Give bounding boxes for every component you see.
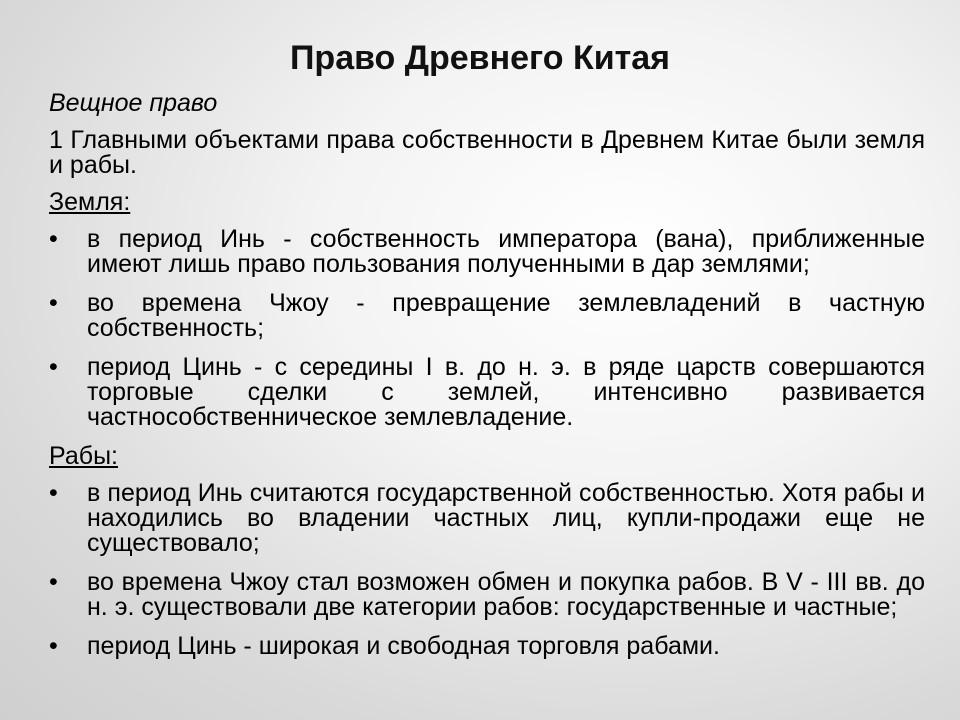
slaves-bullet-item bbox=[49, 481, 925, 556]
land-bullet-item bbox=[49, 355, 925, 430]
bullet-marker: • bbox=[49, 353, 58, 381]
land-bullet-text: во времена Чжоу - превращение землевладений в частную собственность; bbox=[87, 289, 925, 342]
bullet-marker: • bbox=[49, 632, 58, 660]
bullet-marker: • bbox=[49, 479, 58, 507]
slaves-bullet-text: в период Инь считаются государственной собственностью. Хотя рабы и находились во владении частных лиц, купли-продажи еще не существовало; bbox=[87, 479, 925, 557]
slaves-bullet-text: период Цинь - широкая и свободная торговля рабами. bbox=[87, 632, 720, 660]
slaves-bullet-text: во времена Чжоу стал возможен обмен и покупка рабов. В V - III вв. до н. э. существовали две категории рабов: государственные и частные; bbox=[87, 568, 925, 621]
slide-content bbox=[49, 91, 925, 659]
slaves-bullet-item bbox=[49, 634, 925, 659]
bullet-marker: • bbox=[49, 225, 58, 253]
intro-paragraph: 1 Главными объектами права собственности в Древнем Китае были земля и рабы. bbox=[49, 126, 925, 179]
slaves-bullet-item bbox=[49, 570, 925, 620]
slaves-heading: Рабы: bbox=[49, 442, 118, 470]
land-bullet-item bbox=[49, 227, 925, 277]
land-bullet-text: в период Инь - собственность императора (вана), приближенные имеют лишь право пользования полученными в дар землями; bbox=[87, 225, 925, 278]
land-bullet-text: период Цинь - с середины I в. до н. э. в ряде царств совершаются торговые сделки с землей, интенсивно развивается частнособственническое землевладение. bbox=[87, 353, 925, 431]
bullet-marker: • bbox=[49, 568, 58, 596]
subtitle: Вещное право bbox=[49, 89, 218, 117]
land-bullet-item bbox=[49, 291, 925, 341]
bullet-marker: • bbox=[49, 289, 58, 317]
land-heading: Земля: bbox=[49, 188, 131, 216]
slide-title: Право Древнего Китая bbox=[289, 39, 670, 77]
